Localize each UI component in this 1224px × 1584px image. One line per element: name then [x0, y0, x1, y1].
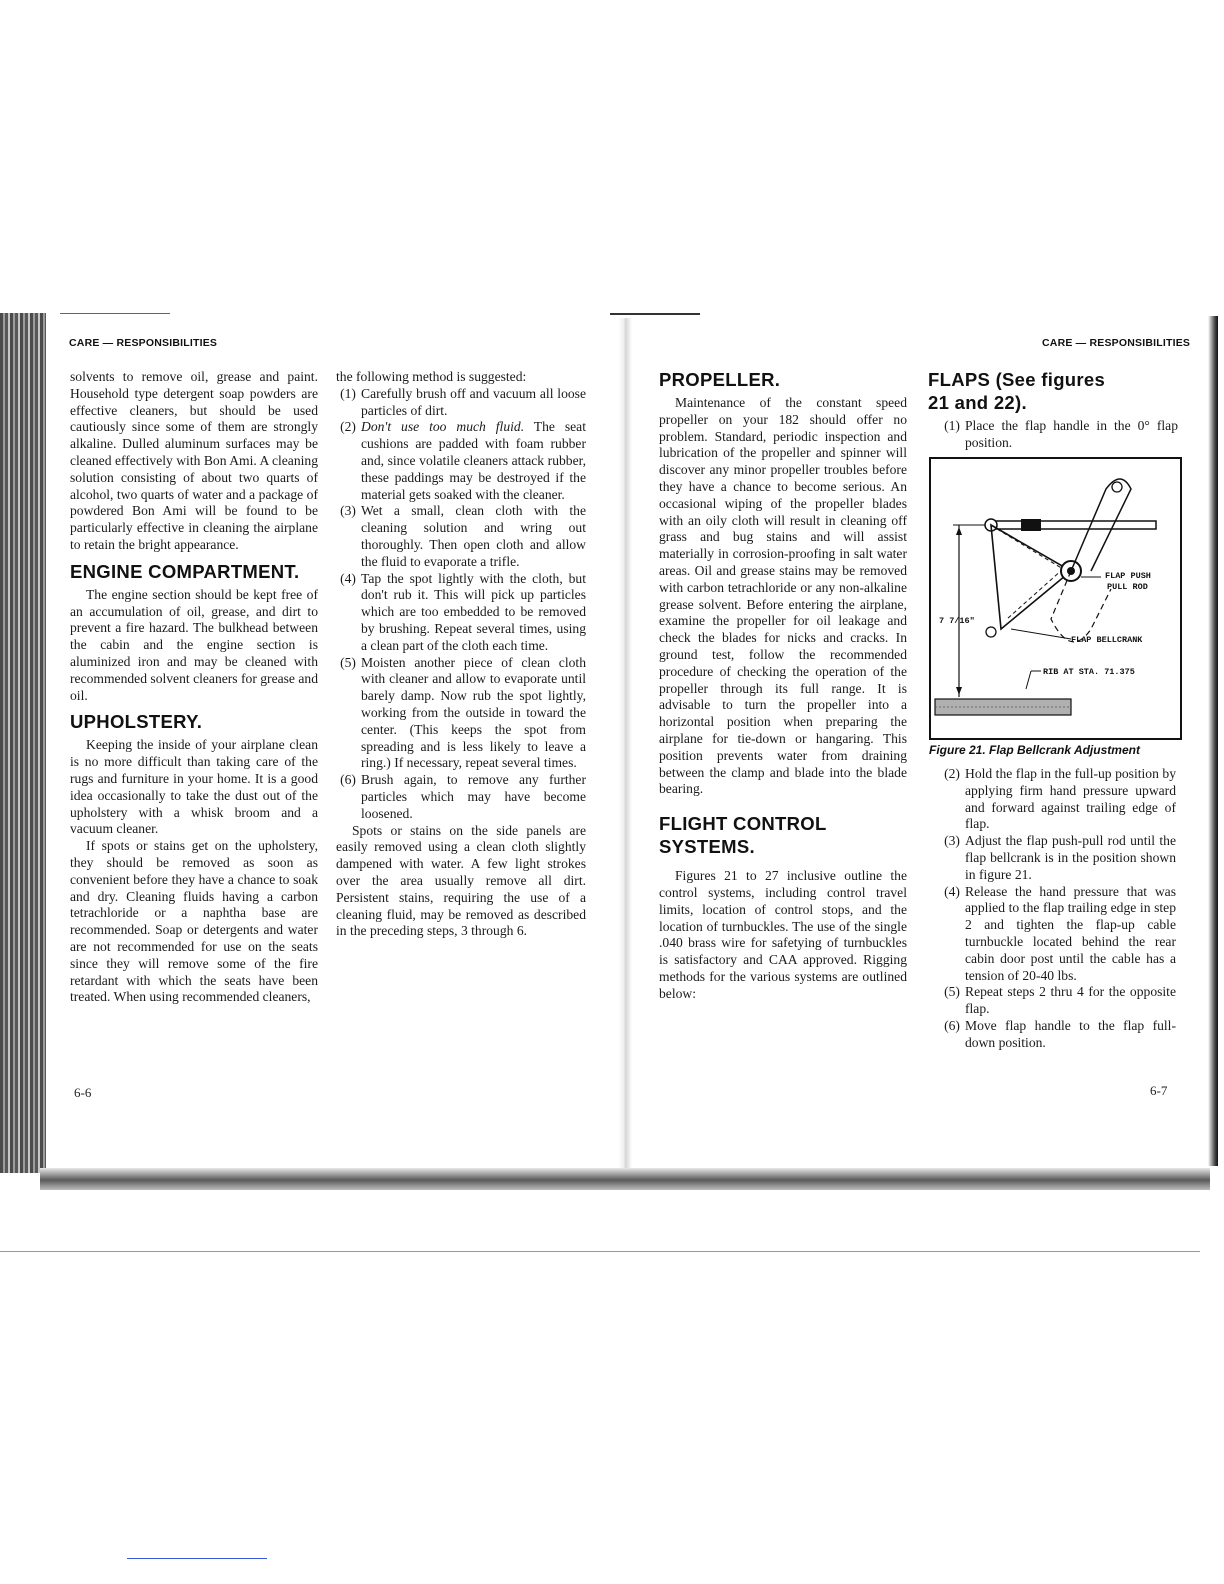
- bellcrank-label: FLAP BELLCRANK: [1071, 635, 1143, 645]
- pushrod-label-line2: PULL ROD: [1107, 582, 1148, 592]
- engine-compartment-heading: ENGINE COMPARTMENT.: [70, 560, 300, 582]
- method-intro: the following method is suggested:: [336, 369, 527, 384]
- list-item: (6) Brush again, to remove any further particles which may have become loosened.: [340, 772, 586, 821]
- scan-bottom-line: [0, 1251, 1200, 1252]
- list-item: (3) Wet a small, clean cloth with the cleaning solution and wring out thoroughly. Then open cloth and allow the fluid to evaporate a trifle.: [340, 503, 586, 569]
- flight-control-heading: FLIGHT CONTROL SYSTEMS.: [659, 813, 827, 858]
- right-page-column-2-top: [928, 368, 1178, 452]
- upholstery-heading: UPHOLSTERY.: [70, 711, 203, 733]
- list-item: (1) Carefully brush off and vacuum all loose particles of dirt.: [340, 385, 586, 418]
- page-number-left: 6-6: [74, 1085, 92, 1100]
- scan-top-line-center: [610, 313, 700, 315]
- running-head-right: CARE — RESPONSIBILITIES: [1042, 337, 1191, 349]
- flaps-steps-list: [940, 766, 1176, 1052]
- upholstery-paragraph-1: Keeping the inside of your airplane clean is no more difficult than taking care of the rugs and furniture in your home. It is a good idea occasionally to take the dust out of the upholstery with a whisk broom and a vacuum cleaner.: [70, 737, 318, 837]
- list-item: (2) Hold the flap in the full-up position by applying firm hand pressure upward and forward against trailing edge of flap.: [944, 766, 1176, 832]
- engine-compartment-paragraph: The engine section should be kept free of an accumulation of oil, grease, and dirt to prevent a fire hazard. The bulkhead between the cabin and the engine section is aluminized iron and may be cleaned with recommended solvent cleaners for grease and oil.: [70, 586, 318, 703]
- rib-station-label: RIB AT STA. 71.375: [1043, 667, 1135, 677]
- propeller-paragraph: Maintenance of the constant speed propeller on your 182 should offer no problem. Standard, periodic inspection and lubrication of the propeller and spinner will discover any minor propeller troubles before they have a chance to become serious. An occasional wiping of the propeller blades with an oily cloth will result in cleaning off grass and bug stains and will assist materially in corrosion-proofing in salt water areas. Oil and grease stains may be removed with carbon tetrachloride or any non-alkaline grease solvent. Before entering the airplane, examine the propeller for oil leakage and check the blades for nicks and cracks. In ground test, follow the recommended procedure of checking the operation of the propeller through its full range. It is advisable to turn the propeller into a horizontal position when preparing the airplane for tie-down or hangaring. This position prevents water from draining between the clamp and blade into the blade bearing.: [659, 395, 907, 797]
- left-page-column-1: [70, 369, 318, 1006]
- list-item: (1) Place the flap handle in the 0° flap position.: [944, 418, 1178, 450]
- figure-caption: Figure 21. Flap Bellcrank Adjustment: [929, 743, 1140, 757]
- list-item: (3) Adjust the flap push-pull rod until the flap bellcrank is in the position shown in figure 21.: [944, 833, 1176, 882]
- pushrod-label-line1: FLAP PUSH: [1105, 571, 1151, 581]
- propeller-heading: PROPELLER.: [659, 369, 781, 390]
- bellcrank-diagram: [931, 459, 1180, 738]
- intro-paragraph: solvents to remove oil, grease and paint. Household type detergent soap powders are effective cleaners, but should be used cautiously since some of them are strongly alkaline. Dulled aluminum surfaces may be cleaned effectively with Bon Ami. A cleaning solution consisting of about two quarts of alcohol, two quarts of water and a package of powdered Bon Ami will be found to be particularly effective in cleaning the airplane to retain the bright appearance.: [70, 369, 318, 552]
- right-page-column-2-bottom: [940, 766, 1176, 1052]
- page-number-right: 6-7: [1150, 1083, 1168, 1098]
- scan-blue-line: [127, 1558, 267, 1559]
- left-page-column-2: [336, 369, 586, 940]
- cleaning-steps-list: [336, 386, 586, 823]
- running-head-left: CARE — RESPONSIBILITIES: [69, 337, 218, 349]
- scan-top-line-left: [60, 313, 170, 314]
- upholstery-paragraph-2: If spots or stains get on the upholstery, they should be removed as soon as convenient before they have a chance to soak and dry. Cleaning fluids having a carbon tetrachloride or a naphtha base are recommended. Soap or detergents and water are not recommended for use on the seats since they will remove some of the fire retardant with which the seats have been treated. When using recommended cleaners,: [70, 838, 318, 1005]
- list-item: (5) Moisten another piece of clean cloth with cleaner and allow to evaporate until barely damp. Now rub the spot lightly, working from the outside in toward the center. (This keeps the spot from spreading and is less likely to leave a ring.) If necessary, repeat several times.: [340, 654, 586, 771]
- dimension-label: 7 7/16": [939, 616, 975, 626]
- scan-left-binding: [0, 313, 46, 1173]
- side-panels-paragraph: Spots or stains on the side panels are easily removed using a clean cloth slightly dampened with water. A few light strokes over the area usually remove all dirt. Persistent stains, requiring the use of a cleaning fluid, may be removed as described in the preceding steps, 3 through 6.: [336, 822, 586, 939]
- list-item: (2) Don't use too much fluid. The seat cushions are padded with foam rubber and, since volatile cleaners attack rubber, these paddings may be destroyed if the material gets soaked with the cleaner.: [340, 419, 586, 502]
- scan-bottom-edge: [40, 1168, 1210, 1190]
- flight-control-paragraph: Figures 21 to 27 inclusive outline the control systems, including control travel limits, location of control stops, and the location of turnbuckles. The use of the single .040 brass wire for safetying of turnbuckles is satisfactory and CAA approved. Rigging methods for the various systems are outlined below:: [659, 868, 907, 1001]
- list-item: (4) Tap the spot lightly with the cloth, but don't rub it. This will pick up particles which are too embedded to be removed by brushing. Repeat several times, using a clean part of the cloth each time.: [340, 570, 586, 653]
- list-item: (5) Repeat steps 2 thru 4 for the opposite flap.: [944, 984, 1176, 1017]
- list-item: (6) Move flap handle to the flap full-down position.: [944, 1017, 1176, 1050]
- book-gutter: [618, 318, 632, 1188]
- right-page-column-1: [659, 368, 907, 1003]
- flaps-step-1: [940, 418, 1178, 452]
- flap-bellcrank-figure: [929, 457, 1182, 740]
- caution-emphasis: Don't use too much fluid.: [361, 419, 525, 435]
- scan-right-edge: [1208, 316, 1218, 1166]
- flaps-heading: FLAPS (See figures 21 and 22).: [928, 369, 1106, 413]
- list-item: (4) Release the hand pressure that was applied to the flap trailing edge in step 2 and tighten the flap-up cable turnbuckle located behind the rear cabin door post until the cable has a tension of 20-40 lbs.: [944, 883, 1176, 983]
